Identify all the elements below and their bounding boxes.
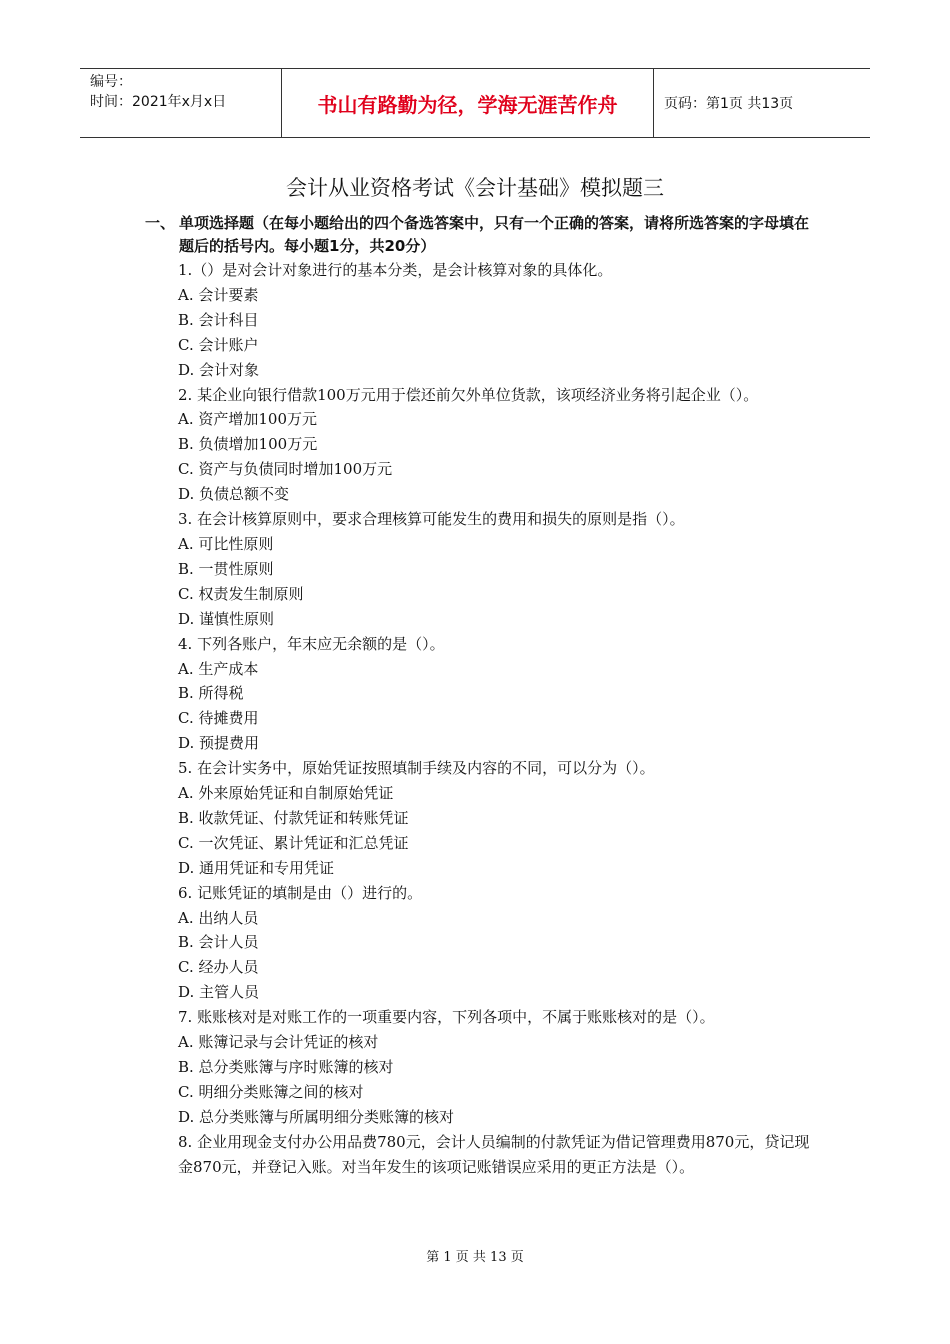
header-meta	[80, 69, 282, 137]
option-line: D. 通用凭证和专用凭证	[178, 858, 335, 877]
option-line: C. 明细分类账簿之间的核对	[178, 1082, 364, 1101]
option-line: C. 会计账户	[178, 335, 259, 354]
question-line: 7. 账账核对是对账工作的一项重要内容，下列各项中，不属于账账核对的是（）。	[178, 1008, 715, 1027]
option-line: B. 会计人员	[178, 933, 259, 952]
option-line: D. 负债总额不变	[178, 485, 290, 504]
question-line: 6. 记账凭证的填制是由（）进行的。	[178, 883, 423, 902]
option-line: A. 可比性原则	[178, 534, 274, 553]
option-line: C. 经办人员	[178, 958, 259, 977]
section-heading-text: 单项选择题（在每小题给出的四个备选答案中，只有一个正确的答案，请将所选答案的字母填在题后的括号内。每小题1分，共20分）	[179, 214, 810, 255]
section-number: 一、	[145, 214, 176, 232]
option-line: A. 账簿记录与会计凭证的核对	[178, 1033, 379, 1052]
option-line: B. 负债增加100万元	[178, 435, 318, 454]
question-line: 3. 在会计核算原则中，要求合理核算可能发生的费用和损失的原则是指（）。	[178, 510, 685, 529]
option-line: D. 会计对象	[178, 360, 260, 379]
option-line: D. 总分类账簿与所属明细分类账簿的核对	[178, 1107, 455, 1126]
option-line: B. 一贯性原则	[178, 559, 274, 578]
page-footer: 第 1 页 共 13 页	[426, 1250, 524, 1265]
time-label: 时间：2021年x月x日	[90, 94, 227, 110]
header-motto: 书山有路勤为径，学海无涯苦作舟	[282, 69, 654, 137]
document-title: 会计从业资格考试《会计基础》模拟题三	[286, 176, 664, 200]
question-line: 4. 下列各账户，年末应无余额的是（）。	[178, 634, 445, 653]
option-line: A. 会计要素	[178, 285, 259, 304]
option-line: D. 主管人员	[178, 983, 260, 1002]
option-line: C. 待摊费用	[178, 709, 259, 728]
option-line: B. 总分类账簿与序时账簿的核对	[178, 1058, 394, 1076]
option-line: D. 谨慎性原则	[178, 609, 275, 628]
header-page-info: 页码：第1页 共13页	[664, 96, 794, 112]
option-line: B. 会计科目	[178, 310, 259, 329]
question-line: 1.（）是对会计对象进行的基本分类，是会计核算对象的具体化。	[178, 261, 613, 279]
option-line: A. 出纳人员	[178, 908, 259, 927]
option-line: C. 一次凭证、累计凭证和汇总凭证	[178, 833, 409, 852]
option-line: D. 预提费用	[178, 734, 260, 753]
question-line: 5. 在会计实务中，原始凭证按照填制手续及内容的不同，可以分为（）。	[178, 759, 655, 778]
question-line: 8. 企业用现金支付办公用品费780元，会计人员编制的付款凭证为借记管理费用870元，贷记现金870元，并登记入账。对当年发生的该项记账错误应采用的更正方法是（）。	[178, 1132, 810, 1176]
option-line: B. 所得税	[178, 684, 244, 703]
option-line: B. 收款凭证、付款凭证和转账凭证	[178, 808, 409, 827]
option-line: A. 生产成本	[178, 659, 259, 678]
section-heading	[145, 212, 815, 258]
option-line: A. 资产增加100万元	[178, 410, 317, 429]
question-line: 2. 某企业向银行借款100万元用于偿还前欠外单位货款，该项经济业务将引起企业（）。	[178, 385, 759, 404]
option-line: C. 权责发生制原则	[178, 584, 304, 603]
page-header	[80, 68, 870, 138]
option-line: C. 资产与负债同时增加100万元	[178, 460, 393, 479]
option-line: A. 外来原始凭证和自制原始凭证	[178, 784, 394, 803]
serial-label: 编号：	[90, 74, 132, 90]
question-list	[178, 258, 810, 1180]
